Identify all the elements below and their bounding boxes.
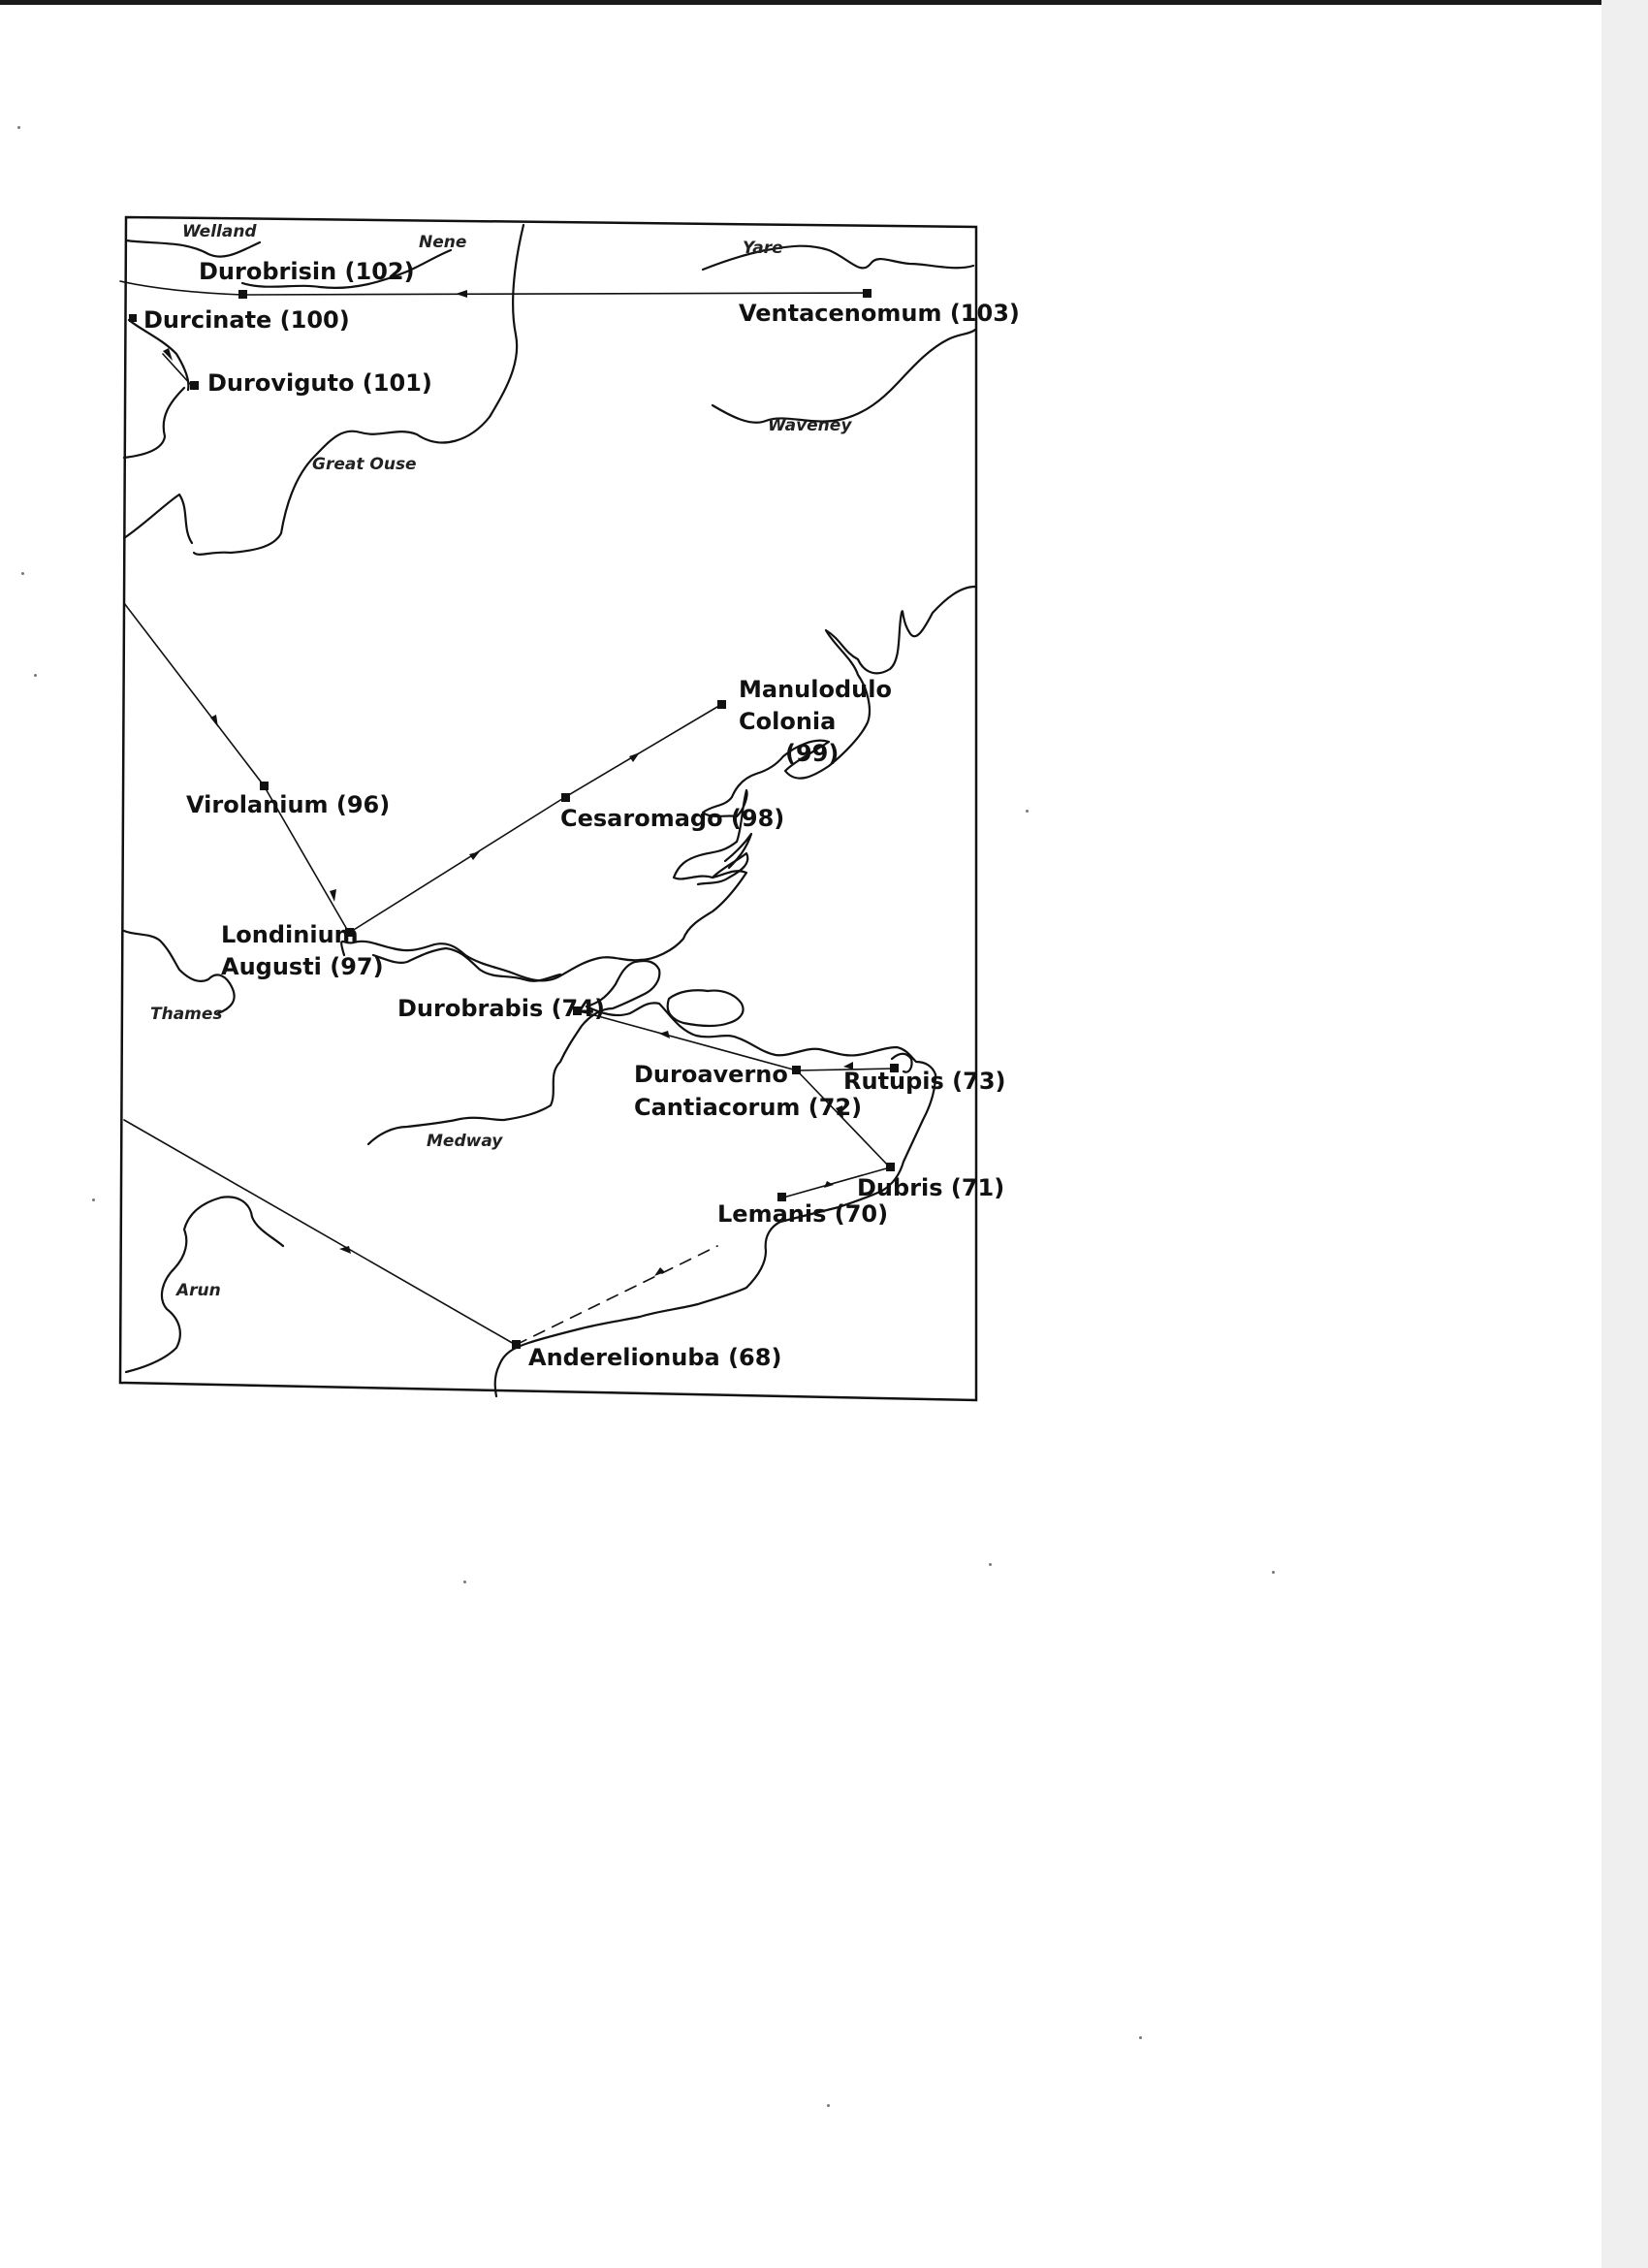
scan-speck: [463, 1581, 466, 1583]
road-north-virolanium: [124, 603, 264, 785]
direction-arrow: [629, 752, 640, 762]
direction-arrow: [469, 851, 480, 860]
river-label-medway: Medway: [427, 1132, 503, 1151]
town-label-londinium-augusti: Augusti (97): [221, 953, 384, 980]
thames-estuary: [373, 948, 560, 981]
inner-estuary: [698, 853, 747, 884]
town-marker-manulodulo: [717, 700, 726, 709]
thames-upper: [124, 931, 235, 1013]
river-label-great-ouse: Great Ouse: [312, 455, 417, 474]
direction-arrow: [824, 1181, 834, 1188]
river-label-waveney: Waveney: [768, 416, 852, 435]
town-label-manulodulo-number: (99): [785, 740, 840, 767]
town-marker-ventacenomum: [863, 289, 872, 298]
town-label-anderelionuba: Anderelionuba (68): [528, 1344, 782, 1371]
welland-river: [126, 240, 260, 257]
town-label-cesaromago: Cesaromago (98): [560, 805, 785, 832]
town-label-duroaverno-cantiacorum: Cantiacorum (72): [634, 1094, 863, 1121]
town-marker-virolanium: [260, 782, 269, 790]
great-ouse-bend: [124, 388, 184, 458]
town-label-rutupis: Rutupis (73): [843, 1068, 1006, 1095]
town-marker-dubris: [886, 1163, 895, 1171]
town-marker-anderelionuba: [512, 1340, 521, 1349]
town-label-dubris: Dubris (71): [857, 1174, 1005, 1201]
direction-arrow: [654, 1267, 665, 1276]
great-ouse-branch: [124, 495, 192, 543]
direction-arrow: [456, 290, 467, 298]
town-marker-duroviguto: [190, 381, 199, 390]
scan-speck: [1272, 1571, 1275, 1574]
town-label-durcinate: Durcinate (100): [143, 306, 350, 334]
town-label-manulodulo: Manulodulo: [739, 676, 892, 703]
road-west-anderelionuba: [124, 1120, 516, 1345]
scan-speck: [827, 2104, 830, 2107]
scan-speck: [989, 1563, 992, 1566]
town-marker-durobrisin: [238, 290, 247, 299]
scan-speck: [1026, 810, 1029, 813]
town-label-durobrisin: Durobrisin (102): [199, 258, 415, 285]
town-label-virolanium: Virolanium (96): [186, 791, 391, 818]
scan-speck: [21, 572, 24, 575]
town-marker-durcinate: [129, 314, 137, 322]
scan-speck: [92, 1198, 95, 1201]
sheppey-island: [668, 990, 744, 1026]
river-label-nene: Nene: [419, 233, 467, 252]
river-label-arun: Arun: [176, 1281, 221, 1300]
scan-speck: [1139, 2036, 1142, 2039]
scan-speck: [34, 674, 37, 677]
road-anderelionuba-lemanis: [516, 1246, 717, 1345]
town-label-ventacenomum: Ventacenomum (103): [739, 300, 1020, 327]
river-label-welland: Welland: [182, 222, 257, 241]
town-label-duroaverno: Duroaverno: [634, 1061, 788, 1088]
town-marker-duroaverno: [792, 1066, 801, 1074]
town-label-manulodulo-colonia: Colonia: [739, 708, 837, 735]
east-anglia-coast: [341, 587, 975, 980]
river-label-yare: Yare: [743, 239, 783, 258]
medway-river: [368, 961, 659, 1144]
town-label-duroviguto: Duroviguto (101): [207, 369, 432, 397]
waveney-river: [713, 330, 975, 423]
road-durcinate-duroviguto: [163, 354, 192, 386]
town-label-londinium: Londinium: [221, 921, 359, 948]
direction-arrow: [659, 1031, 670, 1038]
town-label-lemanis: Lemanis (70): [717, 1200, 889, 1228]
scan-speck: [17, 126, 20, 129]
river-label-thames: Thames: [150, 1005, 223, 1024]
town-label-durobrabis: Durobrabis (74): [397, 995, 605, 1022]
town-marker-cesaromago: [561, 793, 570, 802]
